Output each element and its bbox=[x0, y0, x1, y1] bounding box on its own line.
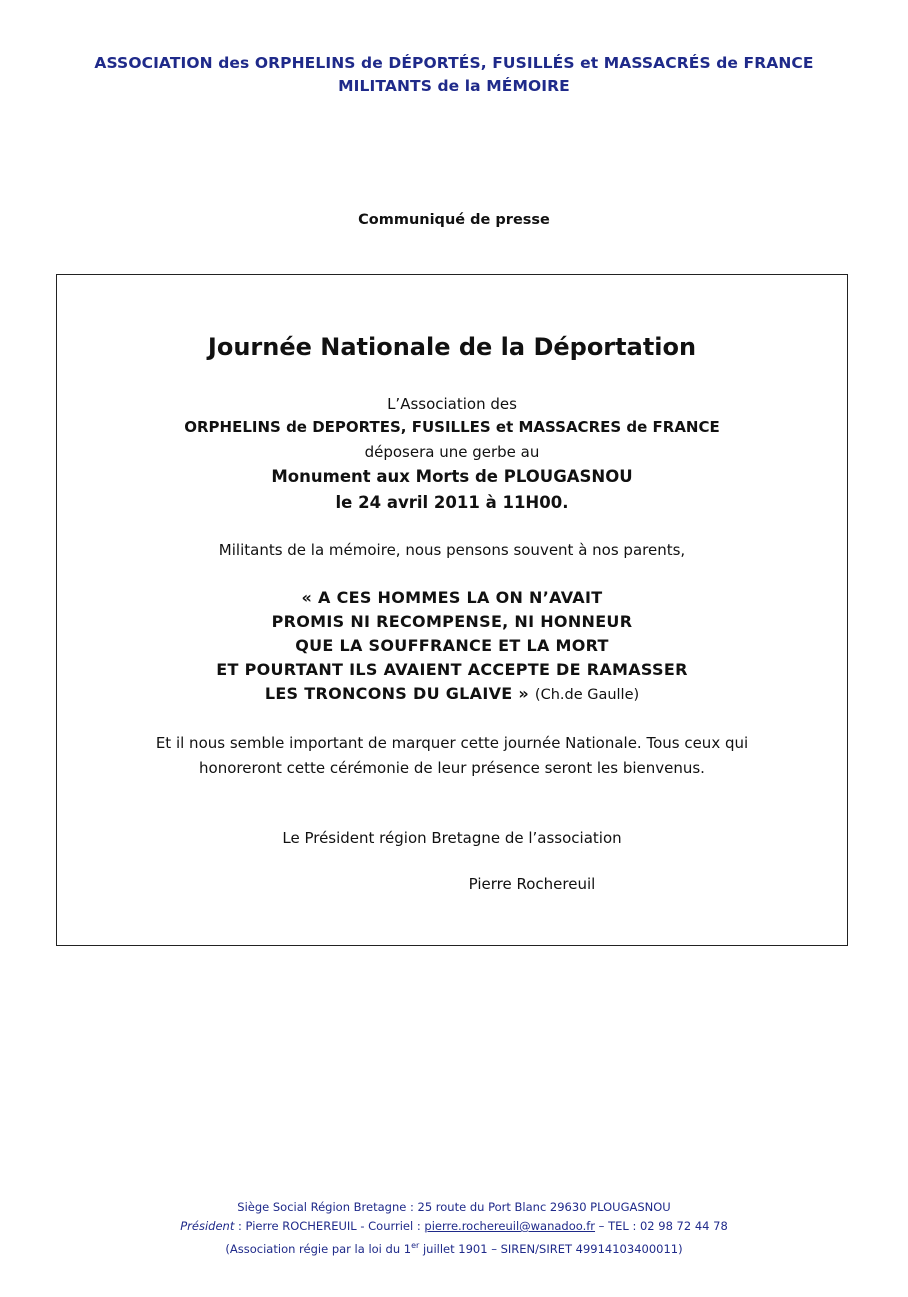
footer bbox=[0, 1198, 908, 1259]
quote-line: ET POURTANT ILS AVAIENT ACCEPTE DE RAMASSER bbox=[216, 660, 688, 679]
footer-legal-superscript: er bbox=[411, 1241, 420, 1250]
association-header bbox=[0, 52, 908, 98]
footer-president-text: : Pierre ROCHEREUIL - Courriel : bbox=[234, 1219, 425, 1233]
association-full-name: ORPHELINS de DEPORTES, FUSILLES et MASSACRES de FRANCE bbox=[184, 418, 720, 436]
announcement-box bbox=[56, 274, 848, 946]
ceremony-datetime: le 24 avril 2011 à 11H00. bbox=[335, 493, 569, 512]
intro-sentence: Militants de la mémoire, nous pensons souvent à nos parents, bbox=[218, 541, 686, 559]
footer-legal bbox=[0, 1236, 908, 1259]
quote-last-line bbox=[57, 684, 847, 703]
quote-line: « A CES HOMMES LA ON N’AVAIT bbox=[301, 588, 603, 607]
footer-email-link[interactable]: pierre.rochereuil@wanadoo.fr bbox=[424, 1219, 596, 1233]
announcement-title: Journée Nationale de la Déportation bbox=[207, 333, 697, 361]
signature-name: Pierre Rochereuil bbox=[468, 875, 596, 893]
association-intro: L’Association des bbox=[387, 395, 517, 413]
association-motto: MILITANTS de la MÉMOIRE bbox=[338, 77, 570, 95]
footer-president-label: Président bbox=[180, 1219, 235, 1233]
quote-line: QUE LA SOUFFRANCE ET LA MORT bbox=[295, 636, 609, 655]
closing-line: honoreront cette cérémonie de leur présence seront les bienvenus. bbox=[199, 759, 705, 777]
footer-legal-part2: juillet 1901 – SIREN/SIRET 49914103400011) bbox=[419, 1241, 683, 1256]
signature-title: Le Président région Bretagne de l’association bbox=[282, 829, 622, 847]
association-name: ASSOCIATION des ORPHELINS de DÉPORTÉS, FUSILLÉS et MASSACRÉS de FRANCE bbox=[94, 54, 814, 72]
footer-contact bbox=[0, 1217, 908, 1236]
footer-legal-part1: (Association régie par la loi du 1 bbox=[225, 1241, 412, 1256]
ceremony-place: Monument aux Morts de PLOUGASNOU bbox=[271, 467, 633, 486]
press-release-label: Communiqué de presse bbox=[358, 212, 550, 228]
quote-line: LES TRONCONS DU GLAIVE » bbox=[264, 684, 530, 703]
closing-line: Et il nous semble important de marquer cette journée Nationale. Tous ceux qui bbox=[155, 734, 749, 752]
quote-line: PROMIS NI RECOMPENSE, NI HONNEUR bbox=[271, 612, 633, 631]
footer-address: Siège Social Région Bretagne : 25 route du Port Blanc 29630 PLOUGASNOU bbox=[237, 1200, 671, 1214]
action-text: déposera une gerbe au bbox=[364, 443, 540, 461]
footer-phone: – TEL : 02 98 72 44 78 bbox=[595, 1219, 728, 1233]
quote-attribution: (Ch.de Gaulle) bbox=[534, 687, 640, 703]
